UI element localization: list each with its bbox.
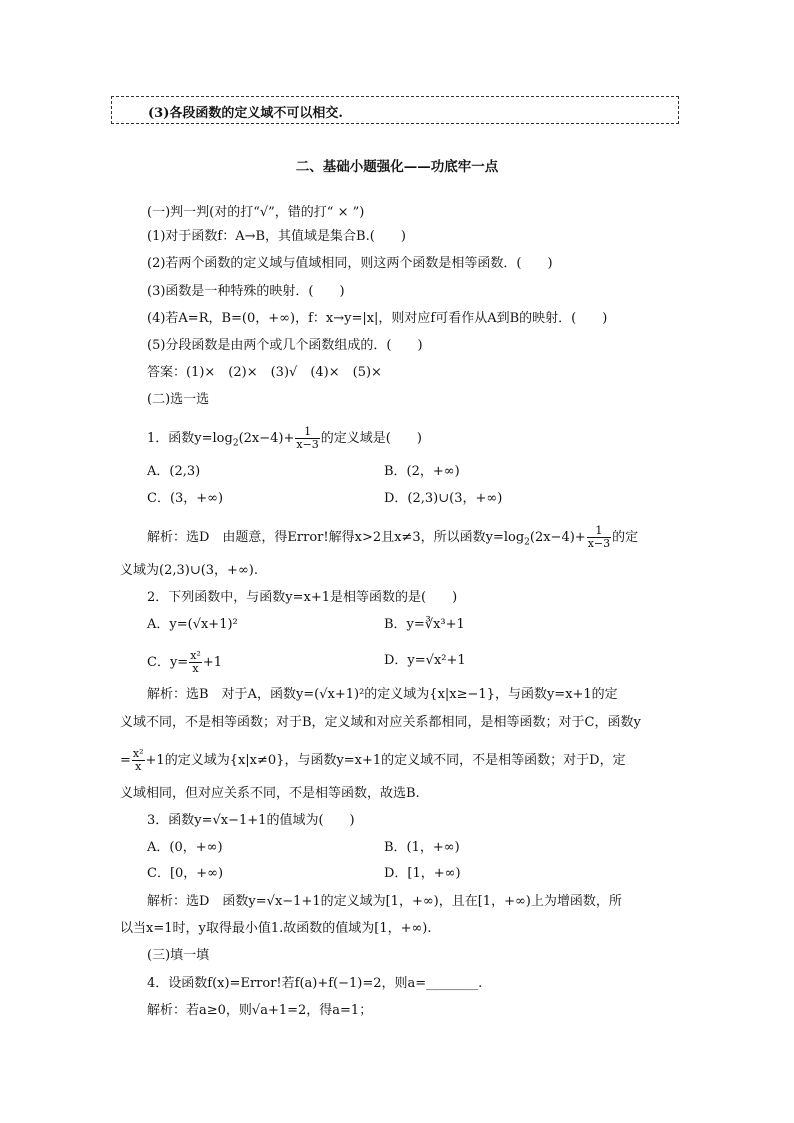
judge-item: (1)对于函数f：A→B，其值域是集合B.( ) xyxy=(147,229,406,244)
q2-solution: 解析：选B 对于A，函数y=(√x+1)²的定义域为{x|x≥−1}，与函数y=x+1的定 xyxy=(147,687,618,702)
q3-solution: 解析：选D 函数y=√x−1+1的定义域为[1，+∞)，且在[1，+∞)上为增函数，所 xyxy=(147,894,622,909)
q3-option: C．[0，+∞) xyxy=(147,866,224,881)
choose-heading: (二)选一选 xyxy=(147,392,210,407)
q3-option: D．[1，+∞) xyxy=(384,866,461,881)
q2-option-c: C．y= $\frac{\text{x²}}{x}$ +1 xyxy=(147,649,222,675)
q1-option: D．(2,3)∪(3，+∞) xyxy=(384,491,503,506)
note-text: (3)各段函数的定义域不可以相交. xyxy=(148,106,343,121)
q2-solution-cont: 义域不同，不是相等函数；对于B，定义域和对应关系都相同，是相等函数；对于C，函数y xyxy=(120,715,641,730)
q3-option: B．(1，+∞) xyxy=(384,840,460,855)
judge-item: (3)函数是一种特殊的映射．( ) xyxy=(147,284,345,299)
q2-solution-cont: = $\frac{\text{x²}}{x}$ +1的定义域为{x|x≠0}，与函数y=x+1的定义域不同，不是相等函数；对于D，定 xyxy=(120,747,626,773)
section-title: 二、基础小题强化——功底牢一点 xyxy=(295,159,499,175)
q1-option: A．(2,3) xyxy=(147,464,201,479)
q2-option-b: B．y=∛x³+1 xyxy=(384,617,465,632)
q3-stem: 3．函数y=√x−1+1的值域为( ) xyxy=(147,813,355,828)
fill-heading: (三)填一填 xyxy=(147,948,210,963)
q1-solution: 解析：选D 由题意，得Error!解得x>2且x≠3，所以函数$y=\log_2(2x-4)+$ $\frac{1}{x-3}$ 的定 xyxy=(147,524,639,550)
q1-option: B．(2，+∞) xyxy=(384,464,460,479)
judge-item: (2)若两个函数的定义域与值域相同，则这两个函数是相等函数．( ) xyxy=(147,256,553,271)
q1-fraction: $\frac{1}{x-3}$ xyxy=(296,425,319,451)
q3-option: A．(0，+∞) xyxy=(147,840,223,855)
q2-option-d: D．y=√x²+1 xyxy=(384,653,466,668)
judge-item: (4)若A=R，B=(0，+∞)，f：x→y=|x|，则对应f可看作从A到B的映射．( ) xyxy=(147,311,608,326)
q4-stem: 4．设函数f(x)=Error!若f(a)+f(−1)=2，则a=________. xyxy=(147,976,483,991)
q1-option: C．(3，+∞) xyxy=(147,491,224,506)
q2-stem: 2．下列函数中，与函数y=x+1是相等函数的是( ) xyxy=(147,590,458,605)
judge-heading: (一)判一判(对的打“√”，错的打“ × ”) xyxy=(147,205,365,220)
judge-answer: 答案：(1)× (2)× (3)√ (4)× (5)× xyxy=(147,365,382,380)
q1-stem: 1．函数$y=\log_2(2x-4)+$ $\frac{1}{x-3}$ 的定义域是( ) xyxy=(147,425,422,451)
q2-option-a: A．y=(√x+1)² xyxy=(147,617,238,632)
judge-item: (5)分段函数是由两个或几个函数组成的．( ) xyxy=(147,338,423,353)
q3-solution-cont: 以当x=1时，y取得最小值1.故函数的值域为[1，+∞). xyxy=(120,921,432,936)
q1-solution-cont: 义域为(2,3)∪(3，+∞). xyxy=(120,563,258,578)
q4-solution: 解析：若a≥0，则√a+1=2，得a=1； xyxy=(147,1003,373,1018)
q2-solution-cont: 义域相同，但对应关系不同，不是相等函数，故选B. xyxy=(120,786,420,801)
note-box xyxy=(111,96,679,124)
